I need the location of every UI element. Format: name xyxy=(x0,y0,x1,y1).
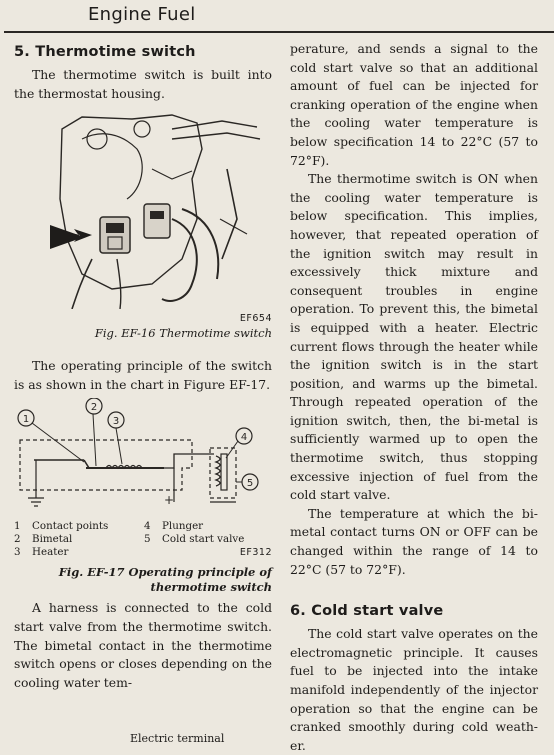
figure-ef17-caption-line1: Fig. EF-17 Operating principle of xyxy=(58,565,272,580)
legend-item: 3 Heater xyxy=(14,546,69,559)
legend-item: 5 Cold start valve xyxy=(144,533,245,546)
callout-3: 3 xyxy=(112,416,120,428)
figure-ef17 xyxy=(14,394,272,595)
section-5-intro: The thermotime switch is built into the thermostat housing. xyxy=(14,67,272,101)
left-column xyxy=(14,40,272,692)
header-rule xyxy=(4,31,554,33)
section-5-harness-paragraph: A harness is connected to the cold start valve from the thermotime switch. The bimetal contact in the thermotime switch opens or closes depending on the cooling water tem- xyxy=(14,600,272,690)
figure-ef16-code: EF654 xyxy=(239,313,272,325)
callout-4: 4 xyxy=(240,432,248,444)
thermotime-switch-photo xyxy=(22,109,268,309)
plus-sign: + xyxy=(164,493,175,508)
figure-ef17-legend xyxy=(14,520,272,559)
callout-1: 1 xyxy=(22,414,30,426)
operating-principle-diagram xyxy=(14,398,272,516)
electric-terminal-label: Electric terminal xyxy=(130,732,225,745)
figure-ef17-code: EF312 xyxy=(239,547,272,559)
figure-ef17-caption-line2: thermotime switch xyxy=(150,580,272,595)
page-header xyxy=(0,0,554,34)
section-6-heading: 6. Cold start valve xyxy=(290,603,444,620)
section-5-operating-principle: The operating principle of the switch is as shown in the chart in Figure EF-17. xyxy=(14,358,272,392)
figure-ef16 xyxy=(14,109,272,341)
figure-ef16-caption: Fig. EF-16 Thermotime switch xyxy=(94,326,272,341)
callout-2: 2 xyxy=(90,402,98,414)
section-6-paragraph: The cold start valve operates on the electromagnetic principle. It causes fuel to be injected into the intake manifold independently of the injector operation so that the engine can be cranked smoothly during cold weath-er. xyxy=(290,626,538,753)
legend-item: 1 Contact points xyxy=(14,520,109,533)
section-5-continuation: perature, and sends a signal to the cold start valve so that an additional amount of fuel can be injected for cranking operation of the engine when the cooling water temperature is below specification 14 to 22°C (57 to 72°F). xyxy=(290,41,538,168)
right-column xyxy=(290,40,538,755)
section-5-temperature-paragraph: The temperature at which the bi-metal contact turns ON or OFF can be changed within the range of 14 to 22°C (57 to 72°F). xyxy=(290,505,538,577)
legend-item: 2 Bimetal xyxy=(14,533,73,546)
section-5-heading: 5. Thermotime switch xyxy=(14,44,196,60)
page-title: Engine Fuel xyxy=(88,4,196,25)
section-5-heater-paragraph: The thermotime switch is ON when the cooling water temperature is below specification. This implies, however, that repeated operation of the ignition switch may result in excessively thick mixture and consequent troubles in engine operation. To prevent this, the bimetal is equipped with a heater. Electric current flows through the heater while the ignition switch is in the start position, and warms up the bimetal. Through repeated operation of the ignition switch, then, the bi-metal is sufficiently warmed up to open the thermotime switch, thus stopping excessive injection of fuel from the cold start valve. xyxy=(290,171,538,503)
legend-item: 4 Plunger xyxy=(144,520,204,533)
callout-5: 5 xyxy=(246,478,254,490)
